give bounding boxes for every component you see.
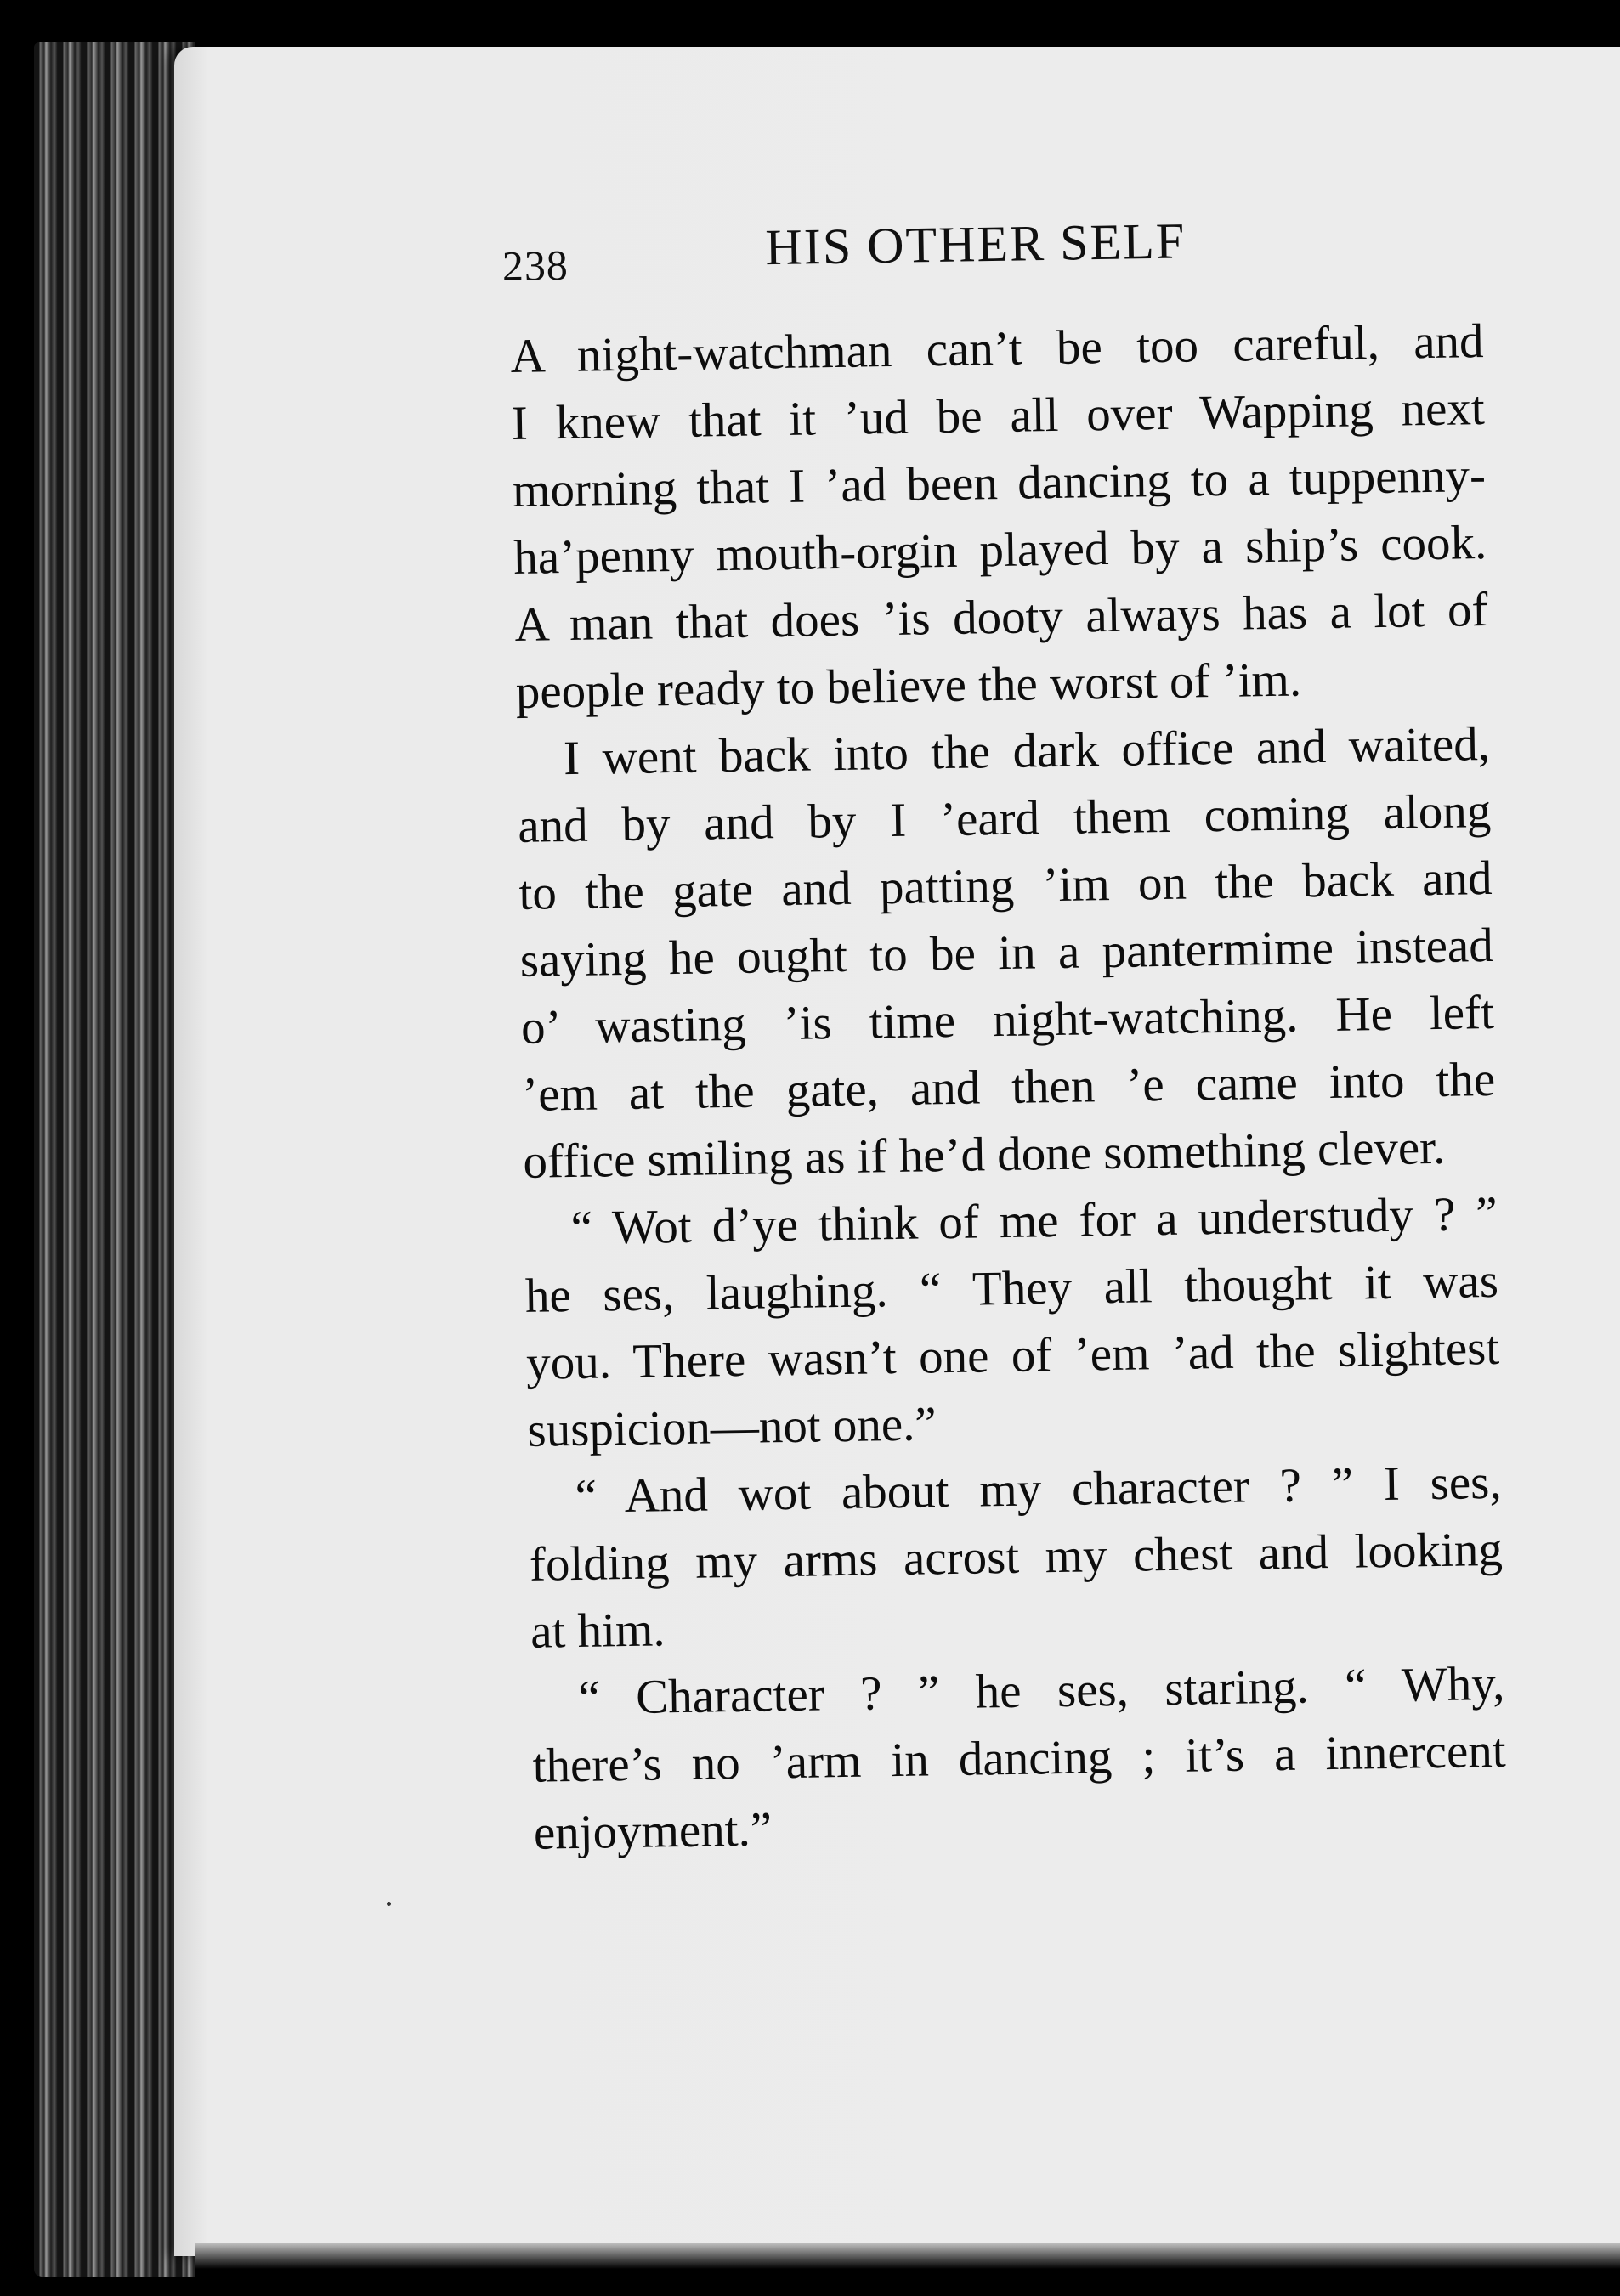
paragraph (531, 1650, 1508, 1867)
text-line: and by and by I ’eard them coming along (517, 783, 1492, 853)
book-page-edges (34, 42, 195, 2277)
text-line: there’s no ’arm in dancing ; it’s a innercent (532, 1723, 1507, 1793)
text-line: you. There wasn’t one of ’em ’ad the slightest (525, 1320, 1500, 1390)
text-line: to the gate and patting ’im on the back and (518, 851, 1493, 920)
text-line: ’em at the gate, and then ’e came into the (521, 1052, 1496, 1122)
paragraph (528, 1449, 1504, 1665)
text-line: o’ wasting ’is time night-watching. He left (520, 985, 1495, 1055)
text-line: A night-watchman can’t be too careful, and (510, 314, 1484, 383)
running-head: HIS OTHER SELF (764, 212, 1187, 276)
text-line: morning that I ’ad been dancing to a tuppenny- (512, 448, 1487, 517)
paragraph (516, 710, 1497, 1196)
page-number: 238 (501, 240, 569, 290)
text-line: he ses, laughing. “ They all thought it was (524, 1253, 1499, 1323)
text-line: “ And wot about my character ? ” I ses, (575, 1455, 1503, 1524)
paragraph (524, 1180, 1501, 1464)
paper-speck (387, 1902, 391, 1906)
text-line: “ Character ? ” he ses, staring. “ Why, (577, 1656, 1505, 1725)
page-bottom-shadow (195, 2243, 1620, 2269)
text-line: suspicion—not one.” (526, 1397, 937, 1457)
paragraph (510, 308, 1489, 726)
text-line: at him. (530, 1603, 666, 1659)
text-line: saying he ought to be in a pantermime instead (519, 918, 1494, 987)
text-line: enjoyment.” (533, 1802, 773, 1860)
text-line: ha’penny mouth-orgin played by a ship’s cook. (513, 515, 1487, 585)
text-line: folding my arms acrost my chest and looking (529, 1522, 1504, 1592)
text-line: “ Wot d’ye think of me for a understudy ? ” (570, 1186, 1498, 1256)
text-body (510, 308, 1507, 1867)
text-line: I went back into the dark office and waited, (563, 716, 1491, 786)
text-line: I knew that it ’ud be all over Wapping next (511, 382, 1486, 450)
text-line: office smiling as if he’d done something clever. (523, 1120, 1446, 1189)
text-line: people ready to believe the worst of ’im. (515, 653, 1302, 719)
text-line: A man that does ’is dooty always has a lot of (514, 582, 1488, 652)
